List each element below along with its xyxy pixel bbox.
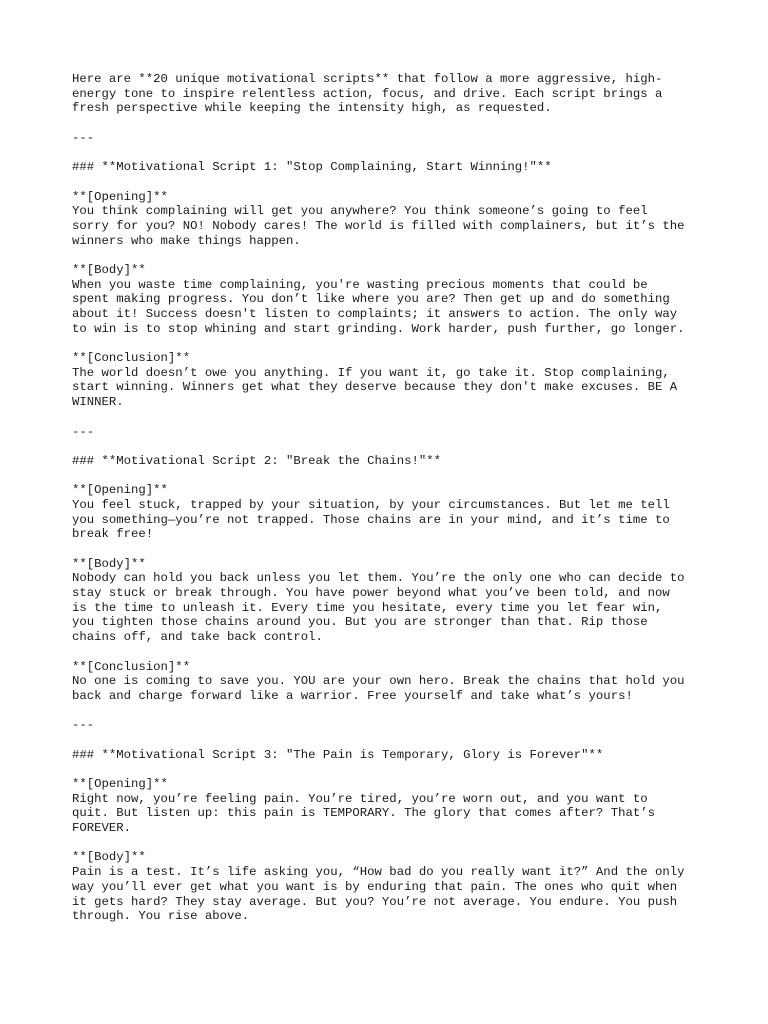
section-label: **[Conclusion]** [72,351,191,366]
script-heading: ### **Motivational Script 3: "The Pain is Temporary, Glory is Forever"** [72,747,604,762]
intro-paragraph [72,72,712,116]
text-line: way you’ll ever get what you want is by enduring that pain. The ones who quit when [72,879,678,894]
separator: --- [72,130,95,145]
text-line: No one is coming to save you. YOU are your own hero. Break the chains that hold you [72,674,685,689]
text-line: sorry for you? NO! Nobody cares! The world is filled with complainers, but it’s the [72,218,685,233]
text-line: you something—you’re not trapped. Those chains are in your mind, and it’s time to [72,512,670,527]
text-line: is the time to unleash it. Every time you hesitate, every time you let fear win, [72,600,663,615]
text-line: FOREVER. [72,821,132,836]
section-label: **[Body]** [72,262,146,277]
section-conclusion [72,660,712,704]
text-line: Pain is a test. It’s life asking you, “How bad do you really want it?” And the only [72,865,685,880]
section-label: **[Body]** [72,556,146,571]
text-line: You think complaining will get you anywhere? You think someone’s going to feel [72,204,648,219]
section-opening [72,190,712,249]
section-label: **[Opening]** [72,483,168,498]
section-body [72,557,712,645]
section-opening [72,777,712,836]
script-heading: ### **Motivational Script 2: "Break the Chains!"** [72,453,441,468]
separator: --- [72,424,95,439]
intro-line: fresh perspective while keeping the intensity high, as requested. [72,101,552,116]
text-line: You feel stuck, trapped by your situation, by your circumstances. But let me tell [72,497,670,512]
section-conclusion [72,351,712,410]
text-line: spent making progress. You don’t like where you are? Then get up and do something [72,292,670,307]
text-line: it gets hard? They stay average. But you? You’re not average. You endure. You push [72,894,678,909]
script-heading: ### **Motivational Script 1: "Stop Complaining, Start Winning!"** [72,160,552,175]
text-line: WINNER. [72,395,124,410]
text-line: break free! [72,527,154,542]
text-line: Right now, you’re feeling pain. You’re tired, you’re worn out, and you want to [72,791,648,806]
text-line: back and charge forward like a warrior. Free yourself and take what’s yours! [72,688,633,703]
text-line: winners who make things happen. [72,233,301,248]
text-line: When you waste time complaining, you're wasting precious moments that could be [72,277,648,292]
section-body [72,850,712,923]
section-label: **[Opening]** [72,189,168,204]
intro-line: energy tone to inspire relentless action, focus, and drive. Each script brings a [72,86,663,101]
separator: --- [72,718,95,733]
text-line: The world doesn’t owe you anything. If you want it, go take it. Stop complaining, [72,365,670,380]
text-line: you tighten those chains around you. But you are stronger than that. Rip those [72,615,648,630]
text-line: to win is to stop whining and start grinding. Work harder, push further, go longer. [72,321,685,336]
section-opening [72,483,712,542]
text-line: chains off, and take back control. [72,630,323,645]
text-line: stay stuck or break through. You have power beyond what you’ve been told, and now [72,586,670,601]
section-label: **[Conclusion]** [72,659,191,674]
section-label: **[Body]** [72,850,146,865]
text-line: about it! Success doesn't listen to complaints; it answers to action. The only way [72,307,678,321]
section-body [72,263,712,336]
section-label: **[Opening]** [72,777,168,791]
text-line: start winning. Winners get what they deserve because they don't make excuses. BE A [72,380,678,395]
text-line: Nobody can hold you back unless you let them. You’re the only one who can decide to [72,571,685,586]
intro-line: Here are **20 unique motivational scripts** that follow a more aggressive, high- [72,72,663,86]
text-line: quit. But listen up: this pain is TEMPORARY. The glory that comes after? That’s [72,806,655,821]
text-line: through. You rise above. [72,909,250,924]
document-page [72,72,712,924]
